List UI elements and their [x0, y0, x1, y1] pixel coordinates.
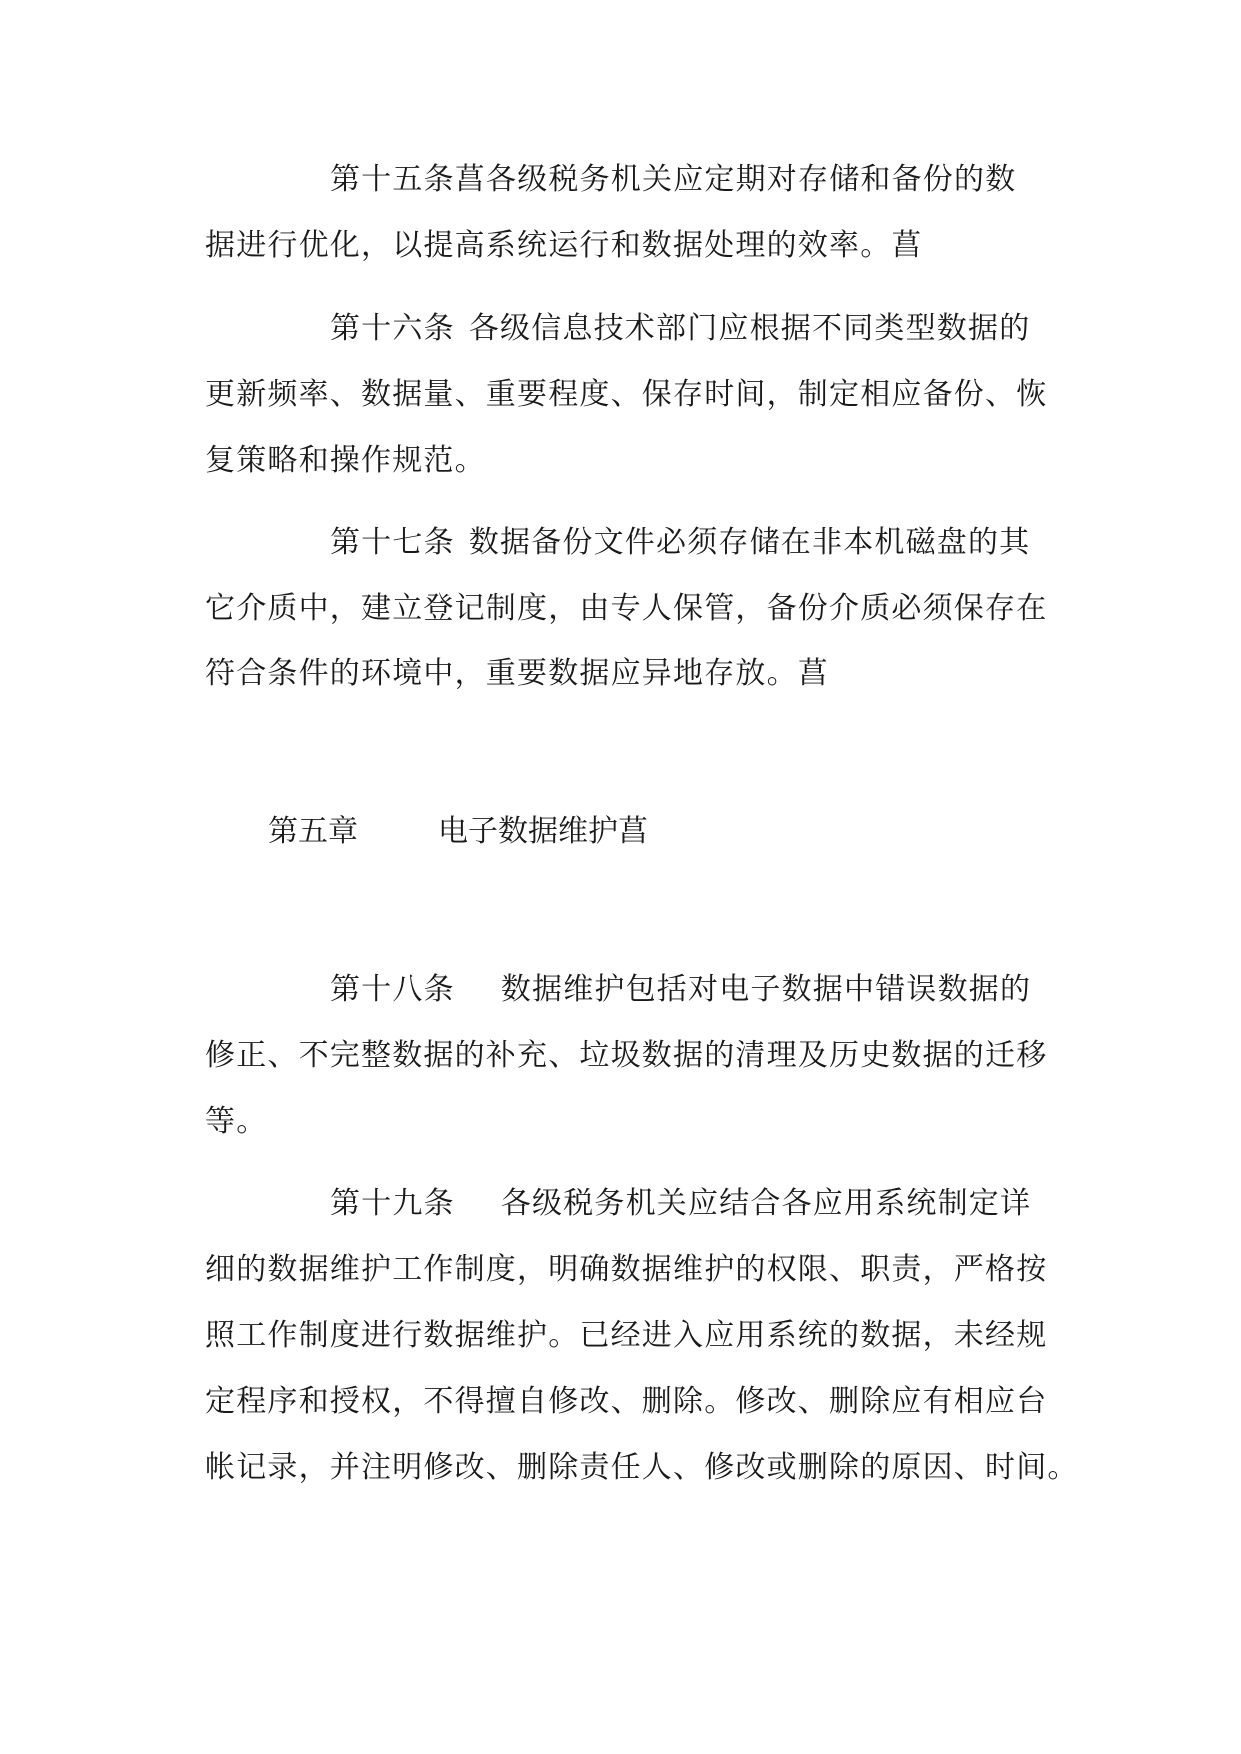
article-17-line-1	[330, 523, 1030, 563]
article-15-line-1: 第十五条菖各级税务机关应定期对存储和备份的数	[330, 162, 1017, 197]
article-18-number: 第十八条	[330, 972, 455, 1007]
article-17-number: 第十七条	[330, 525, 455, 560]
article-18-text: 数据维护包括对电子数据中错误数据的	[500, 972, 1032, 1007]
article-19-line-4: 定程序和授权，不得擅自修改、删除。修改、删除应有相应台	[205, 1384, 1048, 1419]
chapter-title: 电子数据维护菖	[438, 814, 648, 849]
chapter-number: 第五章	[268, 814, 358, 849]
article-19-line-2: 细的数据维护工作制度，明确数据维护的权限、职责，严格按	[205, 1252, 1048, 1287]
article-18-line-2: 修正、不完整数据的补充、垃圾数据的清理及历史数据的迁移	[205, 1038, 1048, 1073]
article-18-line-1	[330, 970, 1031, 1010]
article-16-line-3: 复策略和操作规范。	[205, 443, 486, 478]
article-17-line-3: 符合条件的环境中，重要数据应异地存放。菖	[205, 656, 829, 691]
article-17-line-2: 它介质中，建立登记制度，由专人保管，备份介质必须保存在	[205, 591, 1048, 626]
article-15-line-2: 据进行优化，以提高系统运行和数据处理的效率。菖	[205, 228, 923, 263]
article-18-line-3: 等。	[205, 1104, 268, 1139]
article-17-text: 数据备份文件必须存储在非本机磁盘的其	[468, 525, 1031, 560]
chapter-heading	[268, 812, 648, 852]
article-19-line-5: 帐记录，并注明修改、删除责任人、修改或删除的原因、时间。	[205, 1450, 1079, 1485]
article-19-text: 各级税务机关应结合各应用系统制定详	[500, 1186, 1032, 1221]
article-16-line-2: 更新频率、数据量、重要程度、保存时间，制定相应备份、恢	[205, 377, 1048, 412]
article-19-line-3: 照工作制度进行数据维护。已经进入应用系统的数据，未经规	[205, 1318, 1048, 1353]
article-19-line-1	[330, 1184, 1031, 1224]
article-16-line-1	[330, 309, 1030, 349]
article-16-number: 第十六条	[330, 311, 455, 346]
article-19-number: 第十九条	[330, 1186, 455, 1221]
article-16-text: 各级信息技术部门应根据不同类型数据的	[468, 311, 1031, 346]
